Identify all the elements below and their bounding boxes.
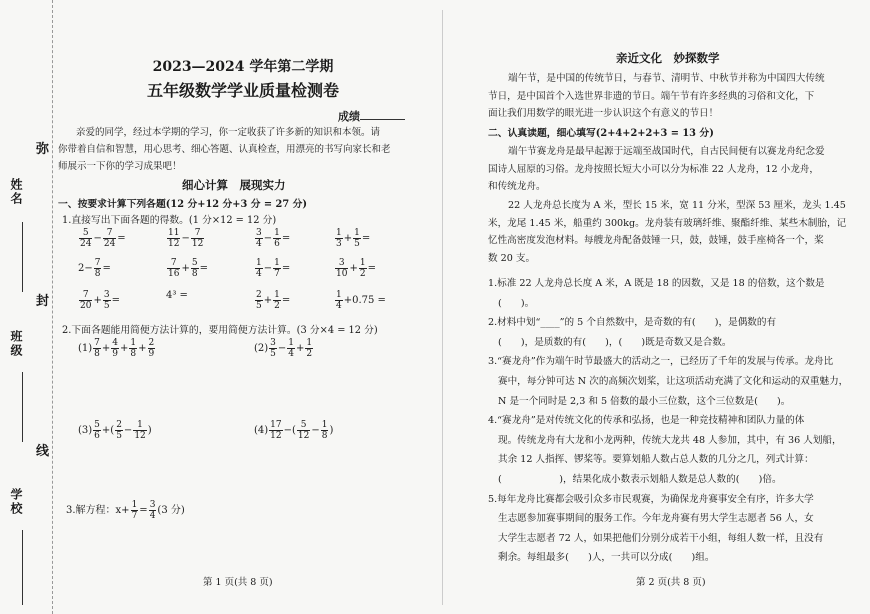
mental-math-item: $\frac{1}{4}$ +0.75 = <box>336 290 386 311</box>
mental-math-item: 2− $\frac{7}{8}$ = <box>78 258 111 279</box>
mental-math-item: $\frac{3}{4}$ − $\frac{1}{6}$ = <box>256 228 291 249</box>
simplify-problem-3: (3) $\frac{5}{6}$ +( $\frac{2}{5}$ − $\frac{1}{12}$ ) <box>78 420 152 441</box>
binding-mi: 弥 <box>36 142 50 157</box>
mental-math-item: $\frac{11}{12}$ − $\frac{7}{12}$ <box>168 228 204 249</box>
q2-2-line-2: ( )，是质数的有( )，( )既是奇数又是合数。 <box>498 336 732 348</box>
page-1 <box>58 0 428 614</box>
binding-class-label: 班级 <box>9 330 23 358</box>
q1-1-heading: 1.直接写出下面各题的得数。(1 分×12 = 12 分) <box>62 215 277 226</box>
binding-school-label: 学校 <box>9 488 23 516</box>
q1-heading: 一、按要求计算下列各题(12 分+12 分+3 分 = 27 分) <box>58 199 308 210</box>
culture-heading: 亲近文化 妙探数学 <box>616 51 720 65</box>
mental-math-item: $\frac{7}{16}$ + $\frac{5}{8}$ = <box>168 258 208 279</box>
binding-name-label: 姓名 <box>9 178 23 206</box>
simplify-problem-2: (2) $\frac{3}{5}$ − $\frac{1}{4}$ + $\frac{1}{2}$ <box>254 338 313 359</box>
school-line <box>22 530 23 605</box>
simplify-problem-1: (1) $\frac{7}{8}$ + $\frac{4}{9}$ + $\frac{1}{8}$ + $\frac{2}{9}$ <box>78 338 155 359</box>
q2-4-line-4: ( )，结果化成小数表示划船人数是总人数的( )倍。 <box>498 473 782 485</box>
q2-5-line-2: 生志愿参加赛事期间的服务工作。今年龙舟赛有男大学生志愿者 56 人，女 <box>498 513 814 525</box>
binding-xian: 线 <box>36 444 50 459</box>
dragon-boat-paragraph: 端午节赛龙舟是最早起源于远端至战国时代，自古民间便有以赛龙舟纪念爱 国诗人屈原的习俗。龙舟按照长短大小可以分为标准 22 人龙舟，12 小龙舟， 和传统龙舟。 <box>488 146 825 192</box>
q2-4-line-1: 4.“赛龙舟”是对传统文化的传承和弘扬，也是一种竞技精神和团队力量的体 <box>488 415 805 427</box>
page-2-footer: 第 2 页(共 8 页) <box>636 577 706 588</box>
score-label: 成绩 <box>338 108 405 124</box>
q2-5-line-4: 剩余。每组最多( )人，一共可以分成( )组。 <box>498 552 715 564</box>
mental-math-item: $\frac{2}{5}$ + $\frac{1}{2}$ = <box>256 290 291 311</box>
q2-4-line-3: 其余 12 人指挥、锣桨等。要算划船人数占总人数的几分之几，列式计算： <box>498 454 814 466</box>
simplify-problem-4: (4) $\frac{17}{12}$ −( $\frac{5}{12}$ − $\frac{1}{8}$ ) <box>254 420 334 441</box>
class-line <box>22 372 23 442</box>
page-1-footer: 第 1 页(共 8 页) <box>203 577 273 588</box>
page-separator <box>442 10 443 605</box>
q2-5-line-3: 大学生志愿者 72 人，如果把他们分别分成若干小组，每组人数一样，且没有 <box>498 532 824 544</box>
exam-year-title: 2023—2024 学年第二学期 <box>152 59 334 75</box>
q2-1-line-1: 1.标准 22 人龙舟总长度 A 米，A 既是 18 的因数，又是 18 的倍数，这个数是 <box>488 278 825 289</box>
section-heading: 细心计算 展现实力 <box>182 178 286 192</box>
binding-margin <box>0 0 53 614</box>
mental-math-item: 4³ = <box>166 290 188 301</box>
q2-heading: 二、认真读题，细心填写(2+4+2+2+3 = 13 分) <box>488 128 714 139</box>
q2-3-line-2: 赛中，每分钟可达 N 次的高频次划桨，让这项活动充满了文化和运动的双重魅力， <box>498 375 849 387</box>
q1-2-heading: 2.下面各题能用简便方法计算的，要用简便方法计算。(3 分×4 = 12 分) <box>62 325 378 336</box>
mental-math-item: $\frac{1}{3}$ + $\frac{1}{5}$ = <box>336 228 371 249</box>
q2-5-line-1: 5.每年龙舟比赛都会吸引众多市民观赛，为确保龙舟赛事安全有序，许多大学 <box>488 493 814 505</box>
mental-math-item: $\frac{1}{4}$ − $\frac{1}{7}$ = <box>256 258 291 279</box>
intro-line-3: 师展示一下你的学习成果吧！ <box>58 161 182 172</box>
equation-problem: 3.解方程：x+ $\frac{1}{7}$ = $\frac{3}{4}$ (3 分) <box>66 500 185 521</box>
boat-spec-paragraph: 22 人龙舟总长度为 A 米，型长 15 米，宽 11 分米，型深 53 厘米，龙头 1.45 米，龙尾 1.45 米，船重约 300kg。龙舟装有玻璃纤维、聚酯纤维、某些木制胎，记 忆性高密度发泡材料。每艘龙舟配备鼓锤一只，鼓，鼓锤，鼓手座椅各一个，桨 数 20 支。 <box>488 200 847 264</box>
mental-math-item: $\frac{5}{24}$ − $\frac{7}{24}$ = <box>80 228 126 249</box>
name-line <box>22 222 23 292</box>
q2-3-line-3: N 是一个同时是 2,3 和 5 倍数的最小三位数，这个三位数是( )。 <box>498 395 791 407</box>
intro-line-1: 亲爱的同学，经过本学期的学习，你一定收获了许多新的知识和本领。请 <box>76 127 381 138</box>
q2-2-line-1: 2.材料中划“____”的 5 个自然数中，是奇数的有( )，是偶数的有 <box>488 317 777 329</box>
fill-in-questions <box>488 274 860 568</box>
exam-title: 五年级数学学业质量检测卷 <box>146 81 339 100</box>
mental-math-item: $\frac{3}{10}$ + $\frac{1}{2}$ = <box>336 258 376 279</box>
binding-feng: 封 <box>36 294 50 309</box>
q2-1-line-2: ( )。 <box>498 297 535 309</box>
page-2 <box>488 0 860 614</box>
intro-line-2: 你带着自信和智慧，用心思考、细心答题、认真检查，用漂亮的书写向家长和老 <box>58 144 391 155</box>
q2-4-line-2: 现。传统龙舟有大龙和小龙两种，传统大龙共 48 人参加，其中，有 36 人划船， <box>498 434 842 446</box>
q2-3-line-1: 3.“赛龙舟”作为端午时节最盛大的活动之一，已经历了千年的发展与传承。龙舟比 <box>488 356 834 368</box>
culture-intro: 端午节，是中国的传统节日，与春节、清明节、中秋节并称为中国四大传统 节日，是中国首个入选世界非遗的节日。端午节有许多经典的习俗和文化，下 面让我们用数学的眼光进一步认识这个有意义的节日！ <box>488 73 825 119</box>
mental-math-item: $\frac{7}{20}$ + $\frac{3}{5}$ = <box>80 290 120 311</box>
